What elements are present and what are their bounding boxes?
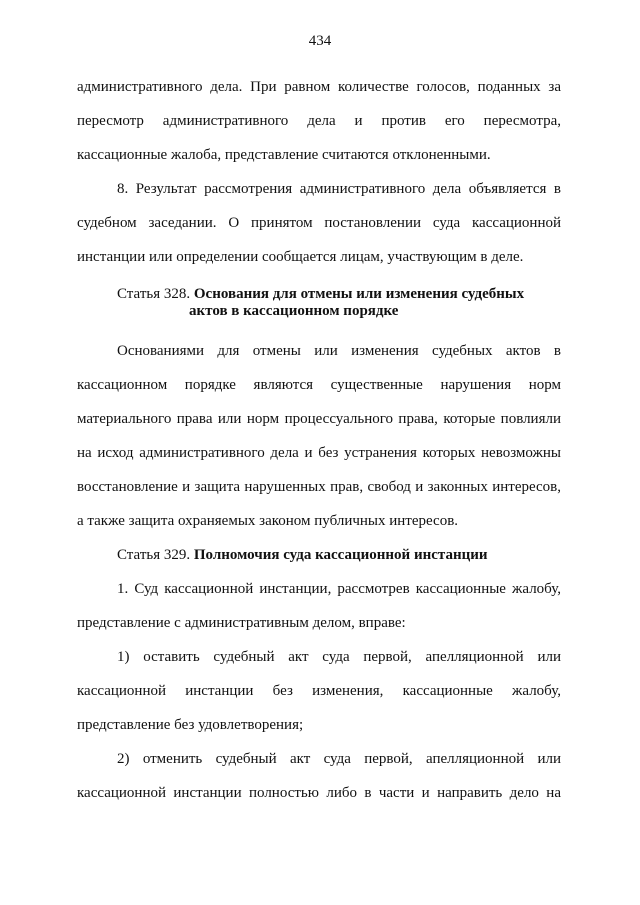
text-line: представление с административным делом, вправе:	[77, 615, 406, 631]
text-line: кассационные жалоба, представление считаются отклоненными.	[77, 147, 491, 163]
text-line: на исход административного дела и без устранения которых невозможны	[77, 445, 561, 461]
text-line: восстановление и защита нарушенных прав, свобод и законных интересов,	[77, 479, 561, 495]
text-line: 8. Результат рассмотрения административного дела объявляется в	[117, 181, 561, 197]
text-line: кассационной инстанции полностью либо в части и направить дело на	[77, 785, 561, 801]
paragraph-article-328	[77, 334, 561, 538]
paragraph-subitem-2	[77, 742, 561, 810]
document-body	[77, 70, 561, 810]
article-label: Статья 328.	[117, 286, 191, 302]
text-line: 1. Суд кассационной инстанции, рассмотрев кассационные жалобу,	[117, 581, 561, 597]
text-line: кассационном порядке являются существенные нарушения норм	[77, 377, 561, 393]
article-title: Полномочия суда кассационной инстанции	[193, 547, 488, 563]
text-line: а также защита охраняемых законом публичных интересов.	[77, 513, 459, 529]
article-title-line: Основания для отмены или изменения судебных	[193, 286, 525, 302]
article-label: Статья 329.	[117, 547, 191, 563]
text-line: судебном заседании. О принятом постановлении суда кассационной	[77, 215, 561, 231]
article-title-line: актов в кассационном порядке	[189, 303, 399, 319]
article-328-heading	[77, 286, 561, 320]
page-number: 434	[308, 33, 332, 49]
text-line: представление без удовлетворения;	[77, 717, 304, 733]
text-line: инстанции или определении сообщается лицам, участвующим в деле.	[77, 249, 524, 265]
text-line: 1) оставить судебный акт суда первой, апелляционной или	[117, 649, 561, 665]
paragraph-continuation	[77, 70, 561, 172]
text-line: пересмотр административного дела и против его пересмотра,	[77, 113, 561, 129]
text-line: административного дела. При равном количестве голосов, поданных за	[77, 79, 561, 95]
article-329-heading	[77, 538, 561, 572]
text-line: 2) отменить судебный акт суда первой, апелляционной или	[117, 751, 561, 767]
paragraph-subitem-1	[77, 640, 561, 742]
text-line: Основаниями для отмены или изменения судебных актов в	[117, 343, 561, 359]
text-line: материального права или норм процессуального права, которые повлияли	[77, 411, 561, 427]
text-line: кассационной инстанции без изменения, кассационные жалобу,	[77, 683, 561, 699]
paragraph-item-1	[77, 572, 561, 640]
paragraph-item-8	[77, 172, 561, 274]
